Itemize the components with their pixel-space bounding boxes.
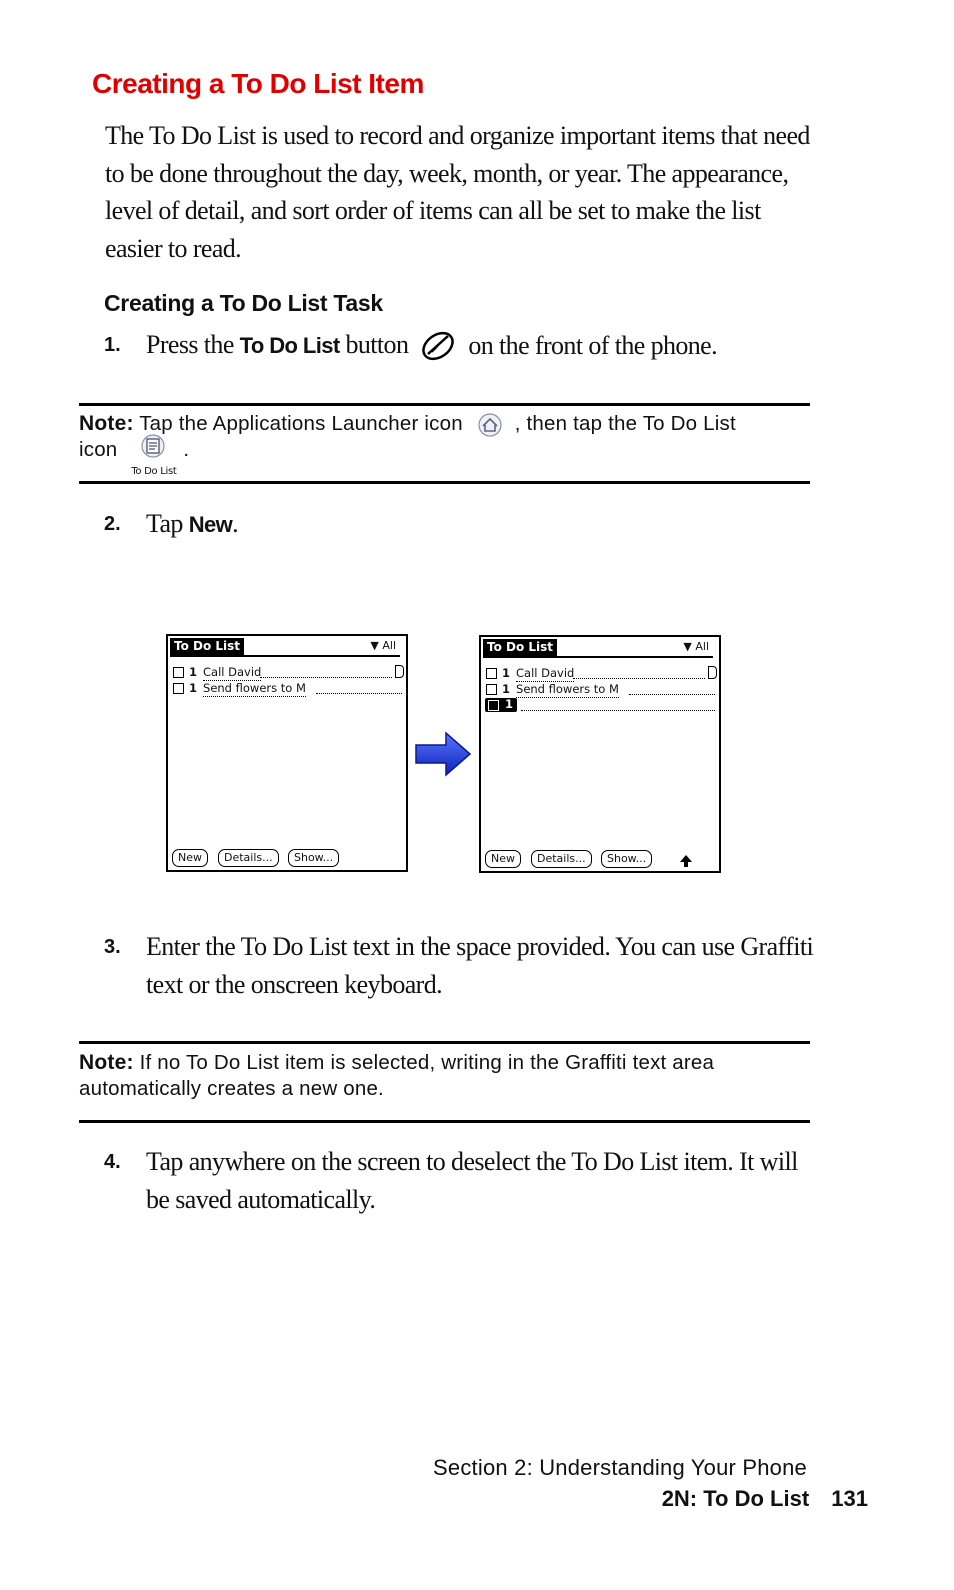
step-text: Tap anywhere on the screen to deselect the To Do List item. It will be saved automatically. [146, 1147, 798, 1214]
row-line [629, 694, 715, 695]
screen-titlebar [483, 639, 713, 658]
step-text: Enter the To Do List text in the space provided. You can use Graffiti text or the onscreen keyboard. [146, 932, 814, 999]
note-attached-icon [708, 666, 717, 679]
note-top-rule [79, 1041, 810, 1044]
checkbox[interactable] [486, 684, 497, 695]
note-label: Note: [79, 412, 134, 435]
step-text-tail: on the front of the phone. [468, 330, 718, 360]
show-button[interactable]: Show... [288, 849, 339, 867]
row-line [316, 693, 402, 694]
checkbox[interactable] [173, 667, 184, 678]
footer-chapter: 2N: To Do List [661, 1486, 810, 1511]
category-picker[interactable]: ▼ All [370, 639, 396, 652]
list-item[interactable] [173, 664, 261, 680]
details-button[interactable]: Details... [531, 850, 592, 868]
note-text: Tap the Applications Launcher icon [133, 412, 469, 435]
item-description: Call David [203, 665, 262, 679]
step-number: 4. [104, 1151, 121, 1173]
step-text [146, 326, 408, 365]
item-priority: 1 [189, 665, 198, 679]
new-item-line [521, 710, 715, 711]
details-button[interactable]: Details... [218, 849, 279, 867]
step-number: 1. [104, 333, 121, 356]
item-priority: 1 [502, 682, 511, 696]
category-value: All [695, 640, 709, 653]
step-text-pre: Press the [146, 330, 240, 359]
note-text: icon [79, 438, 118, 461]
note-attached-icon [395, 665, 404, 678]
row-line [573, 678, 705, 679]
note-text: , then tap the To Do List [514, 412, 736, 435]
step-text-pre: Tap [146, 509, 189, 538]
checkbox[interactable] [488, 700, 499, 711]
note-text: If no To Do List item is selected, writing in the Graffiti text area automatically creates a new one. [79, 1051, 715, 1100]
item-description: Call David [516, 666, 575, 680]
item-priority: 1 [189, 681, 198, 695]
step-number: 3. [104, 936, 121, 958]
checkbox[interactable] [486, 668, 497, 679]
footer-chapter-line [662, 1486, 868, 1512]
page-number: 131 [831, 1486, 868, 1511]
step-2 [104, 505, 238, 544]
note-top-rule [79, 403, 810, 406]
item-priority: 1 [505, 697, 514, 711]
step-4 [104, 1143, 816, 1218]
step-bold-text: To Do List [239, 333, 340, 358]
applications-launcher-icon [477, 413, 503, 437]
note-text: . [183, 438, 190, 461]
item-description: Send flowers to M [516, 682, 619, 696]
step-3 [104, 928, 816, 1003]
todo-button-icon [420, 328, 460, 362]
step-number: 2. [104, 512, 121, 535]
step-1 [104, 326, 717, 365]
intro-paragraph: The To Do List is used to record and organize important items that need to be done throughout the day, week, month, or year. The appearance, level of detail, and sort order of items can all be set to make the list easier to read. [105, 121, 810, 263]
note-1 [79, 411, 799, 475]
step-bold-text: New [188, 512, 233, 537]
list-item[interactable] [486, 681, 619, 697]
screen-title: To Do List [170, 638, 244, 655]
step-text-post: button [339, 330, 409, 359]
list-item[interactable] [173, 680, 306, 696]
row-line [260, 677, 392, 678]
up-arrow-icon [679, 853, 693, 872]
screen-titlebar [170, 638, 400, 657]
show-button[interactable]: Show... [601, 850, 652, 868]
item-priority: 1 [502, 666, 511, 680]
note-bottom-rule [79, 1120, 810, 1123]
todo-screen-before [166, 634, 408, 872]
new-button[interactable]: New [172, 849, 208, 867]
page-title: Creating a To Do List Item [92, 68, 424, 99]
right-arrow-icon [414, 731, 472, 782]
category-picker[interactable]: ▼ All [683, 640, 709, 653]
screen-title: To Do List [483, 639, 557, 656]
todo-screen-after [479, 635, 721, 873]
note-bottom-rule [79, 481, 810, 484]
todo-list-icon-caption: To Do List [131, 466, 177, 477]
todo-list-app-icon [129, 437, 177, 475]
item-description: Send flowers to M [203, 681, 306, 695]
new-button[interactable]: New [485, 850, 521, 868]
note-label: Note: [79, 1051, 134, 1074]
step-text [146, 505, 238, 544]
note-2 [79, 1050, 769, 1102]
list-item[interactable] [486, 665, 574, 681]
step-text-post: . [232, 509, 239, 538]
footer-section: Section 2: Understanding Your Phone [433, 1455, 807, 1480]
section-subheading: Creating a To Do List Task [104, 290, 383, 316]
new-item-row-selected[interactable] [485, 698, 517, 712]
category-value: All [382, 639, 396, 652]
checkbox[interactable] [173, 683, 184, 694]
